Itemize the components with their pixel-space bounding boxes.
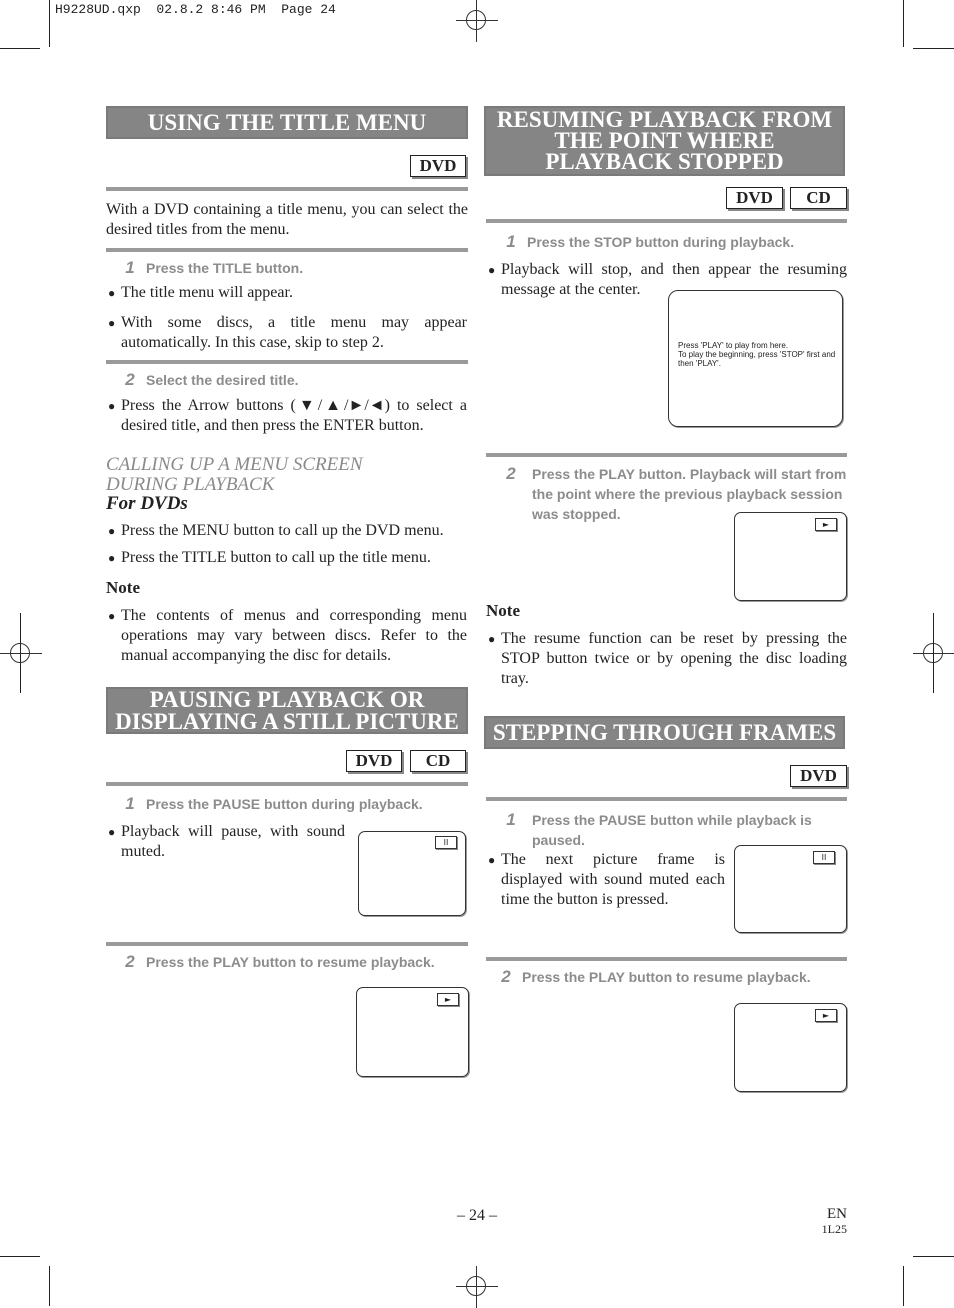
step-text: Press the PLAY button to resume playback.	[522, 969, 811, 985]
bullet-icon: ●	[108, 524, 116, 538]
crop-mark	[20, 613, 21, 693]
step-text: Select the desired title.	[146, 372, 299, 388]
step-1-pause	[122, 794, 467, 814]
crop-mark	[49, 1266, 50, 1306]
heading-line: THE POINT WHERE	[554, 128, 775, 153]
bullet-icon: ●	[108, 825, 116, 839]
step-rule	[106, 942, 468, 946]
bullet-item	[108, 313, 467, 353]
step-1-stepping	[503, 810, 848, 850]
heading-line: PAUSING PLAYBACK OR	[149, 687, 425, 712]
crop-mark	[903, 0, 904, 47]
bullet-icon: ●	[488, 632, 496, 646]
step-text: Press the STOP button during playback.	[527, 234, 795, 250]
resume-message-line: Press 'PLAY' to play from here.	[678, 341, 789, 350]
tv-screen-illustration	[668, 290, 843, 427]
bullet-item	[488, 850, 725, 910]
bullet-icon: ●	[108, 609, 116, 623]
intro-text: With a DVD containing a title menu, you can select the desired titles from the menu.	[106, 201, 468, 238]
step-number: 2	[125, 370, 135, 389]
section-rule	[106, 187, 468, 191]
bullet-item	[108, 548, 467, 568]
heading-text: USING THE TITLE MENU	[147, 110, 427, 135]
section-heading-stepping	[484, 716, 845, 749]
crop-mark	[933, 613, 934, 693]
step-text: Press the TITLE button.	[146, 260, 304, 276]
step-rule	[106, 248, 468, 252]
dvd-badge: DVD	[346, 750, 402, 772]
bullet-item	[108, 283, 467, 303]
cd-badge: CD	[790, 187, 847, 209]
step-number: 2	[506, 464, 516, 483]
crop-mark	[913, 1256, 954, 1257]
print-slug: H9228UD.qxp 02.8.2 8:46 PM Page 24	[55, 2, 336, 17]
bullet-text: Playback will pause, with sound muted.	[121, 823, 345, 860]
subheading-calling-up	[106, 455, 468, 495]
bullet-icon: ●	[108, 551, 116, 565]
bullet-text: Press the Arrow buttons (▼/▲/►/◄) to select a desired title, and then press the ENTER button.	[121, 397, 467, 434]
registration-mark-icon	[0, 633, 42, 675]
section-rule	[486, 797, 847, 801]
subheading-line: DURING PLAYBACK	[106, 474, 275, 495]
tv-screen-illustration	[734, 1003, 847, 1092]
crop-mark	[49, 0, 50, 47]
heading-line: PLAYBACK STOPPED	[545, 149, 784, 174]
bullet-text: The next picture frame is displayed with sound muted each time the button is pressed.	[501, 851, 725, 908]
section-rule	[486, 219, 847, 223]
heading-line: DISPLAYING A STILL PICTURE	[115, 709, 459, 734]
bullet-item	[108, 822, 345, 862]
step-rule	[106, 360, 468, 364]
dvd-badge: DVD	[410, 155, 466, 177]
pause-indicator-icon: II	[435, 836, 457, 849]
bullet-icon: ●	[108, 316, 116, 330]
step-rule	[486, 453, 847, 457]
subheading-for-dvds: For DVDs	[106, 493, 188, 514]
bullet-text: With some discs, a title menu may appear automatically. In this case, skip to step 2.	[121, 314, 467, 351]
step-number: 1	[506, 810, 516, 829]
tv-screen-illustration	[358, 831, 466, 916]
language-code: EN	[827, 1206, 847, 1222]
note-item	[488, 629, 847, 689]
step-text: Press the PAUSE button while playback is paused.	[532, 812, 812, 848]
section-heading-pausing	[106, 687, 468, 734]
step-text: Press the PLAY button. Playback will start from the point where the previous playback session was stopped.	[532, 466, 847, 522]
crop-mark	[0, 1256, 40, 1257]
crop-mark	[903, 1266, 904, 1306]
step-rule	[486, 957, 847, 961]
dvd-badge: DVD	[790, 765, 847, 787]
step-text: Press the PLAY button to resume playback.	[146, 954, 435, 970]
step-1-resume	[503, 232, 848, 252]
bullet-text: Press the MENU button to call up the DVD menu.	[121, 522, 444, 539]
crop-mark	[0, 48, 40, 49]
note-label: Note	[486, 601, 520, 620]
heading-line: RESUMING PLAYBACK FROM	[496, 107, 833, 132]
step-2-pause	[122, 952, 467, 972]
step-text: Press the PAUSE button during playback.	[146, 796, 423, 812]
bullet-item	[108, 521, 467, 541]
doc-code: 1L25	[821, 1222, 847, 1236]
bullet-icon: ●	[108, 399, 116, 413]
tv-screen-illustration	[734, 845, 847, 933]
tv-screen-illustration	[734, 512, 847, 601]
page-number: – 24 –	[457, 1207, 497, 1224]
play-indicator-icon: ►	[437, 993, 459, 1006]
registration-mark-icon	[456, 0, 498, 42]
bullet-icon: ●	[488, 853, 496, 867]
subheading-line: CALLING UP A MENU SCREEN	[106, 454, 363, 475]
note-text: The resume function can be reset by pressing the STOP button twice or by opening the disc loading tray.	[501, 630, 847, 687]
dvd-badge: DVD	[726, 187, 783, 209]
note-text: The contents of menus and corresponding menu operations may vary between discs. Refer to the manual accompanying the disc for details.	[121, 607, 467, 664]
note-item	[108, 606, 467, 666]
section-rule	[106, 782, 468, 786]
bullet-icon: ●	[108, 286, 116, 300]
resume-message-line: To play the beginning, press 'STOP' first and then 'PLAY'.	[678, 350, 836, 368]
tv-screen-illustration	[356, 987, 469, 1077]
crop-mark	[913, 48, 954, 49]
play-indicator-icon: ►	[815, 518, 837, 531]
resume-message	[678, 341, 836, 368]
step-number: 1	[125, 794, 135, 813]
section-heading-resuming	[484, 106, 845, 176]
play-indicator-icon: ►	[815, 1009, 837, 1022]
bullet-text: The title menu will appear.	[121, 284, 293, 301]
bullet-icon: ●	[488, 263, 496, 277]
note-label: Note	[106, 578, 140, 597]
step-2-title-menu	[122, 370, 462, 390]
step-2-stepping	[498, 967, 846, 987]
step-number: 1	[506, 232, 516, 251]
step-number: 2	[125, 952, 135, 971]
step-1-title-menu	[122, 258, 462, 278]
pause-indicator-icon: II	[813, 851, 835, 864]
step-number: 2	[501, 967, 511, 986]
section-heading-title-menu	[106, 106, 468, 139]
heading-text: STEPPING THROUGH FRAMES	[492, 720, 837, 745]
bullet-item	[108, 396, 467, 436]
cd-badge: CD	[410, 750, 466, 772]
registration-mark-icon	[456, 1266, 498, 1308]
step-number: 1	[125, 258, 135, 277]
bullet-text: Playback will stop, and then appear the resuming message at the center.	[501, 261, 847, 298]
bullet-text: Press the TITLE button to call up the title menu.	[121, 549, 431, 566]
